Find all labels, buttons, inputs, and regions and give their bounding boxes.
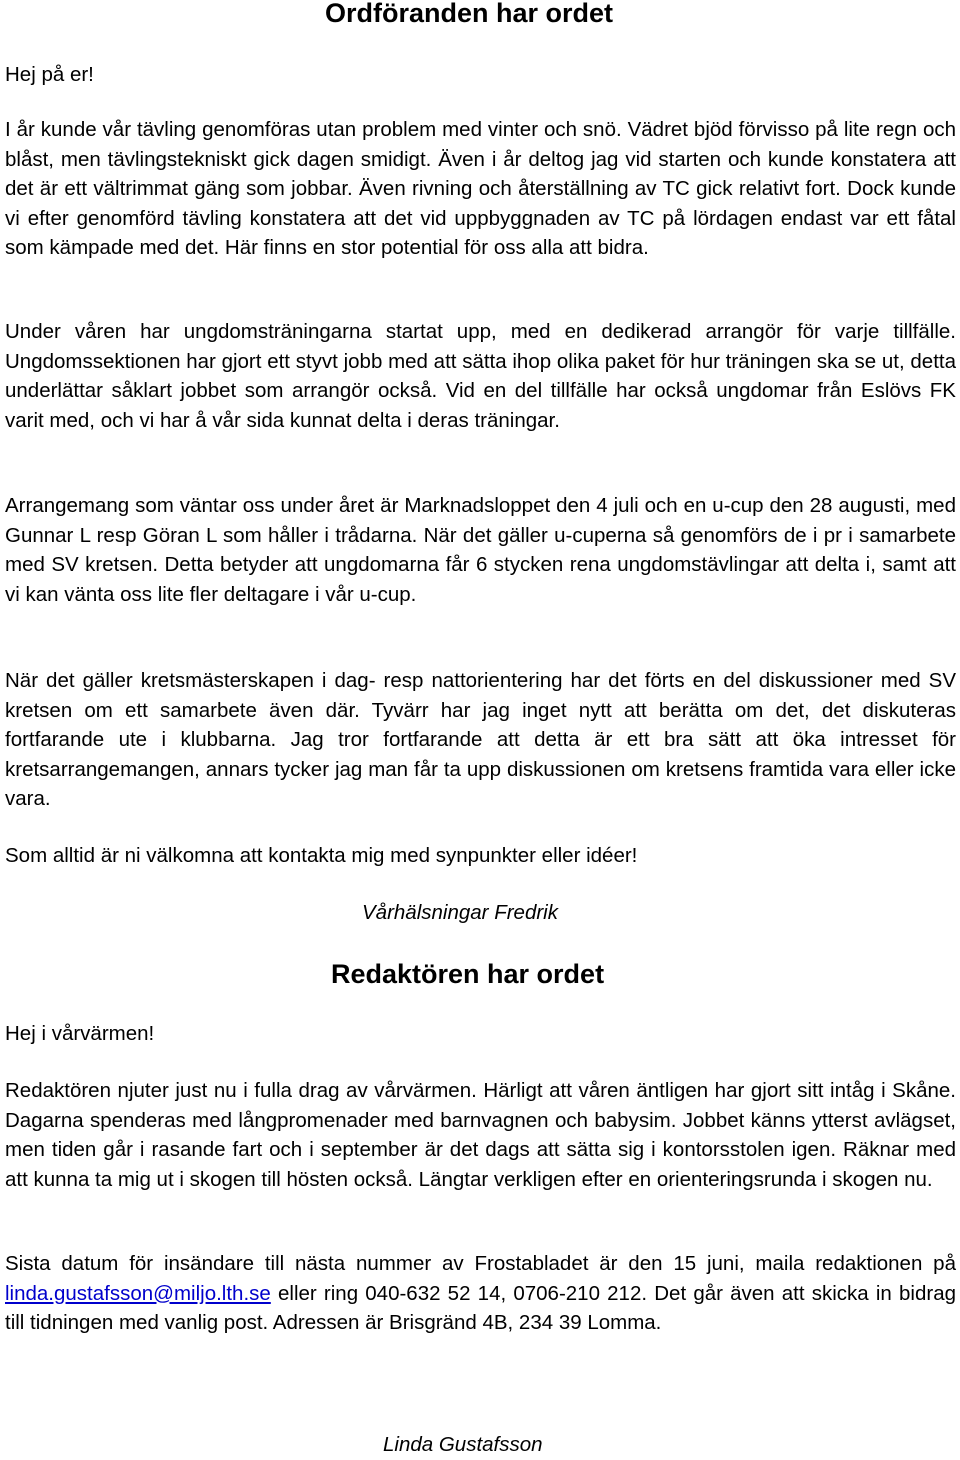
editor-heading: Redaktören har ordet xyxy=(331,959,605,989)
editor-signoff: Linda Gustafsson xyxy=(383,1433,543,1456)
chairman-paragraph-4: När det gäller kretsmästerskapen i dag- resp nattorientering har det förts en del diskussioner med SV kretsen om ett samarbete även där. Tyvärr har jag inget nytt att berätta om det, det diskuteras fortfarande ute i klubbarna. Jag tror fortfarande att detta är ett bra sätt att öka intresset för kretsarrangemangen, annars tycker jag man får ta upp diskussionen om kretsens framtida vara eller icke vara. xyxy=(5,669,956,810)
editor-paragraph-2-text-a: Sista datum för insändare till nästa nummer av Frostabladet är den 15 juni, maila redaktionen på xyxy=(5,1252,956,1275)
chairman-heading: Ordföranden har ordet xyxy=(325,0,614,28)
editor-paragraph-1: Redaktören njuter just nu i fulla drag av vårvärmen. Härligt att våren äntligen har gjort sitt intåg i Skåne. Dagarna spenderas med långpromenader med barnvagnen och babysim. Jobbet känns ytterst avlägset, men tiden går i rasande fart och i september är det dags att sätta sig i kontorsstolen igen. Räknar med att kunna ta mig ut i skogen till hösten också. Längtar verkligen efter en orienteringsrunda i skogen nu. xyxy=(5,1079,956,1191)
chairman-paragraph-2: Under våren har ungdomsträningarna startat upp, med en dedikerad arrangör för varje tillfälle. Ungdomssektionen har gjort ett styvt jobb med att sätta ihop olika paket för hur träningen ska se ut, detta underlättar såklart jobbet som arrangör också. Vid en del tillfälle har också ungdomar från Eslövs FK varit med, och vi har å vår sida kunnat delta i deras träningar. xyxy=(5,320,956,432)
chairman-paragraph-1: I år kunde vår tävling genomföras utan problem med vinter och snö. Vädret bjöd förvisso på lite regn och blåst, men tävlingstekniskt gick dagen smidigt. Även i år deltog jag vid starten och kunde konstatera att det är ett vältrimmat gäng som jobbar. Även rivning och återställning av TC gick relativt fort. Dock kunde vi efter genomförd tävling konstatera att det vid uppbyggnaden av TC på lördagen endast var ett fåtal som kämpade med det. Här finns en stor potential för oss alla att bidra. xyxy=(5,118,956,259)
chairman-greeting: Hej på er! xyxy=(5,63,94,86)
editor-paragraph-2 xyxy=(5,1249,956,1338)
editor-greeting: Hej i vårvärmen! xyxy=(5,1022,155,1045)
chairman-paragraph-3: Arrangemang som väntar oss under året är Marknadsloppet den 4 juli och en u-cup den 28 augusti, med Gunnar L resp Göran L som håller i trådarna. När det gäller u-cuperna så genomförs de i pr i samarbete med SV kretsen. Detta betyder att ungdomarna får 6 stycken rena ungdomstävlingar att delta i, samt att vi kan vänta oss lite fler deltagare i vår u-cup. xyxy=(5,494,956,606)
chairman-signoff: Vårhälsningar Fredrik xyxy=(362,901,558,924)
chairman-paragraph-5: Som alltid är ni välkomna att kontakta mig med synpunkter eller idéer! xyxy=(5,844,638,867)
email-link[interactable]: linda.gustafsson@miljo.lth.se xyxy=(5,1281,271,1305)
editor-paragraph-2-text-b: eller ring 040-632 52 14, 0706-210 212. Det går även att skicka in bidrag till tidningen med vanlig post. Adressen är Brisgränd 4B, 234 39 Lomma. xyxy=(5,1281,956,1334)
